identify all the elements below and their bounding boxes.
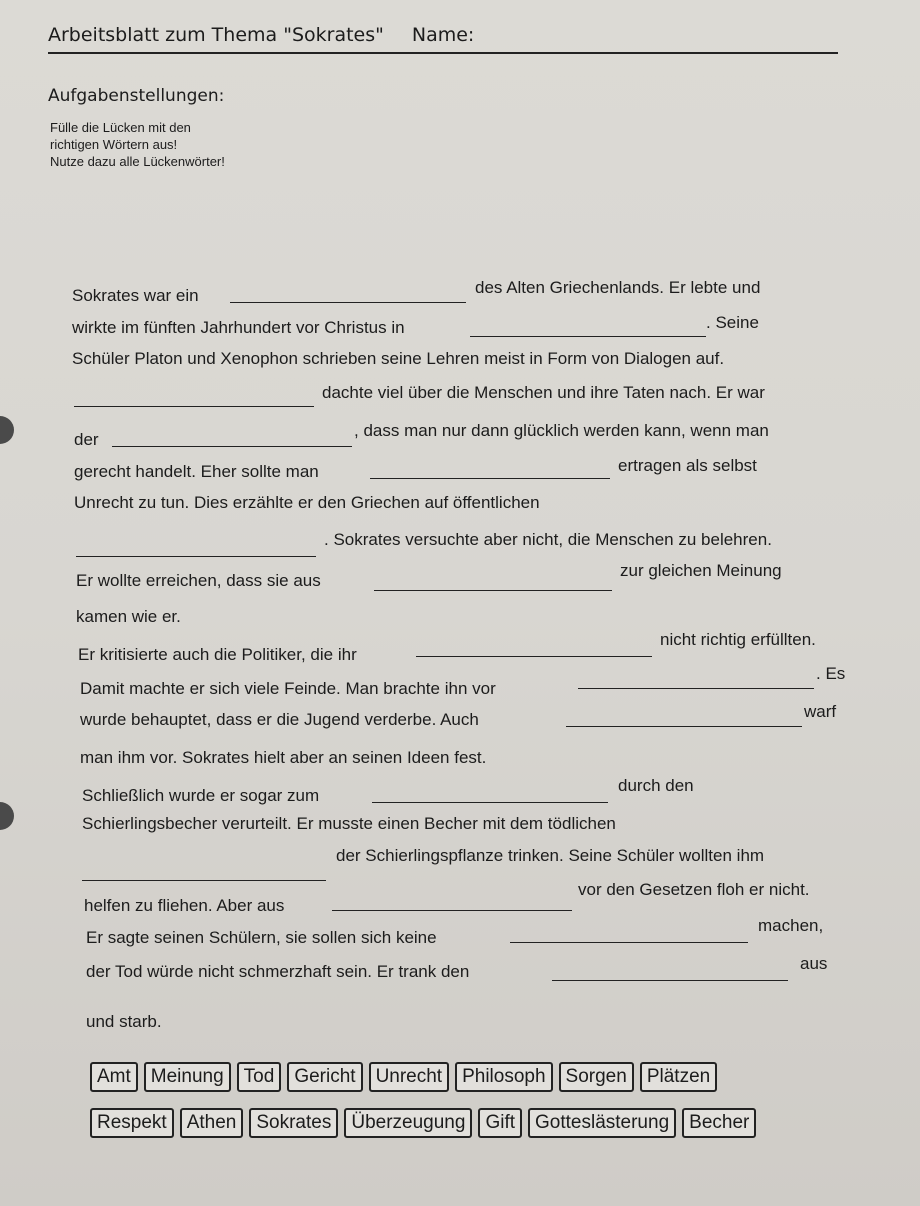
- text-line: kamen wie er.: [76, 607, 181, 626]
- text-line: Schierlingsbecher verurteilt. Er musste einen Becher mit dem tödlichen: [82, 814, 616, 833]
- gap-blank[interactable]: [372, 802, 608, 803]
- text-line: helfen zu fliehen. Aber aus: [84, 896, 285, 915]
- text-line: Schließlich wurde er sogar zum: [82, 786, 320, 805]
- text-line: machen,: [758, 916, 824, 935]
- text-line: wurde behauptet, dass er die Jugend verderbe. Auch: [80, 710, 479, 729]
- text-line: Er sagte seinen Schülern, sie sollen sich keine: [86, 928, 437, 947]
- word-card[interactable]: Becher: [682, 1108, 756, 1138]
- text-line: Sokrates war ein: [72, 286, 199, 305]
- text-line: nicht richtig erfüllten.: [660, 630, 816, 649]
- word-bank-row: [90, 1108, 756, 1138]
- gap-blank[interactable]: [332, 910, 572, 911]
- text-line: Unrecht zu tun. Dies erzählte er den Griechen auf öffentlichen: [74, 493, 540, 512]
- text-line: vor den Gesetzen floh er nicht.: [578, 880, 810, 899]
- gap-blank[interactable]: [76, 556, 316, 557]
- text-line: des Alten Griechenlands. Er lebte und: [475, 278, 761, 297]
- word-card[interactable]: Meinung: [144, 1062, 231, 1092]
- worksheet-title: Arbeitsblatt zum Thema "Sokrates": [48, 24, 384, 46]
- text-line: gerecht handelt. Eher sollte man: [74, 462, 319, 481]
- word-bank-row: [90, 1062, 717, 1092]
- text-line: und starb.: [86, 1012, 162, 1031]
- word-card[interactable]: Gericht: [287, 1062, 362, 1092]
- text-line: dachte viel über die Menschen und ihre Taten nach. Er war: [322, 383, 765, 402]
- word-card[interactable]: Überzeugung: [344, 1108, 472, 1138]
- gap-blank[interactable]: [578, 688, 814, 689]
- word-card[interactable]: Sokrates: [249, 1108, 338, 1138]
- text-line: aus: [800, 954, 828, 973]
- tasks-heading: Aufgabenstellungen:: [48, 86, 225, 106]
- name-label: Name:: [411, 24, 475, 46]
- gap-blank[interactable]: [82, 880, 326, 881]
- text-line: Schüler Platon und Xenophon schrieben seine Lehren meist in Form von Dialogen auf.: [72, 349, 725, 368]
- instruction-line: Fülle die Lücken mit den: [50, 120, 191, 135]
- gap-blank[interactable]: [470, 336, 706, 337]
- word-card[interactable]: Plätzen: [640, 1062, 717, 1092]
- word-card[interactable]: Amt: [90, 1062, 138, 1092]
- gap-blank[interactable]: [416, 656, 652, 657]
- instruction-line: Nutze dazu alle Lückenwörter!: [50, 154, 225, 169]
- word-card[interactable]: Gotteslästerung: [528, 1108, 676, 1138]
- word-card[interactable]: Philosoph: [455, 1062, 552, 1092]
- gap-blank[interactable]: [552, 980, 788, 981]
- gap-blank[interactable]: [566, 726, 802, 727]
- text-line: Er kritisierte auch die Politiker, die ihr: [78, 645, 357, 664]
- text-line: man ihm vor. Sokrates hielt aber an seinen Ideen fest.: [80, 748, 487, 767]
- instruction-line: richtigen Wörtern aus!: [50, 137, 178, 152]
- text-line: durch den: [618, 776, 694, 795]
- text-line: Damit machte er sich viele Feinde. Man brachte ihn vor: [80, 679, 496, 698]
- text-line: . Sokrates versuchte aber nicht, die Menschen zu belehren.: [324, 530, 772, 549]
- text-line: der Tod würde nicht schmerzhaft sein. Er trank den: [86, 962, 470, 981]
- gap-blank[interactable]: [374, 590, 612, 591]
- text-line: warf: [804, 702, 837, 721]
- worksheet-header: [48, 24, 838, 54]
- task-instructions: [50, 119, 225, 170]
- text-line: zur gleichen Meinung: [620, 561, 782, 580]
- word-card[interactable]: Respekt: [90, 1108, 174, 1138]
- text-line: der Schierlingspflanze trinken. Seine Schüler wollten ihm: [336, 846, 765, 865]
- gap-blank[interactable]: [230, 302, 466, 303]
- text-line: der: [74, 430, 99, 449]
- word-card[interactable]: Tod: [237, 1062, 282, 1092]
- text-line: Er wollte erreichen, dass sie aus: [76, 571, 321, 590]
- word-card[interactable]: Athen: [180, 1108, 244, 1138]
- word-card[interactable]: Unrecht: [369, 1062, 450, 1092]
- gap-blank[interactable]: [510, 942, 748, 943]
- gap-blank[interactable]: [112, 446, 352, 447]
- gap-blank[interactable]: [370, 478, 610, 479]
- text-line: wirkte im fünften Jahrhundert vor Christus in: [72, 318, 405, 337]
- gap-blank[interactable]: [74, 406, 314, 407]
- text-line: . Es: [816, 664, 846, 683]
- text-line: , dass man nur dann glücklich werden kann, wenn man: [354, 421, 769, 440]
- text-line: . Seine: [706, 313, 759, 332]
- word-card[interactable]: Gift: [478, 1108, 522, 1138]
- word-card[interactable]: Sorgen: [559, 1062, 634, 1092]
- text-line: ertragen als selbst: [618, 456, 757, 475]
